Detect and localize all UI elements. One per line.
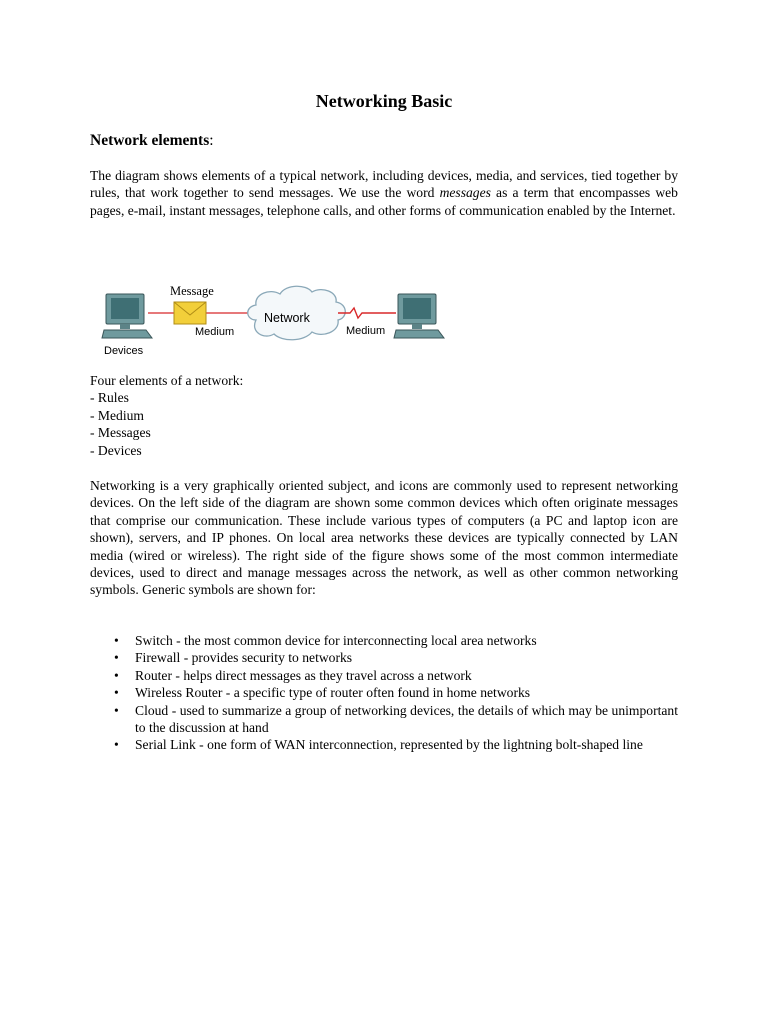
network-diagram [96, 280, 456, 362]
list-item-text: Switch - the most common device for interconnecting local area networks [135, 633, 537, 648]
network-label: Network [264, 311, 310, 325]
intro-emphasis: messages [439, 185, 491, 201]
body-paragraph: Networking is a very graphically oriented subject, and icons are commonly used to represent networking devices. On the left side of the diagram are shown some common devices which often originate messages that comprise our communication. These include various types of computers (a PC and laptop icon are shown), servers, and IP phones. On local area networks these devices are typically connected by LAN media (wired or wireless). The right side of the figure shows some of the most common intermediate devices, used to direct and manage messages across the network, as well as other common networking symbols. Generic symbols are shown for: [90, 478, 678, 598]
message-label: Message [170, 284, 214, 298]
list-item [90, 632, 678, 649]
medium-right-label: Medium [346, 325, 386, 337]
bullet-icon: • [114, 633, 119, 648]
intro-text-after: as a term that encompasses web pages, e-mail, instant messages, telephone calls, and other forms of communication enabled by the Internet. [90, 185, 678, 218]
element-item: - Rules [90, 390, 129, 406]
list-item [90, 684, 678, 701]
list-item [90, 649, 678, 666]
element-item: - Devices [90, 442, 142, 458]
message-envelope-icon [174, 302, 206, 324]
serial-link-line [338, 308, 396, 318]
intro-paragraph [90, 167, 678, 219]
four-elements-heading: Four elements of a network: [90, 373, 244, 388]
devices-label: Devices [104, 345, 144, 357]
bullet-icon: • [114, 685, 119, 701]
list-item-text: Serial Link - one form of WAN interconnection, represented by the lightning bolt-shaped line [135, 737, 643, 753]
list-item-text: Router - helps direct messages as they travel across a network [135, 667, 472, 683]
bullet-icon: • [114, 650, 119, 666]
section-heading-text: Network elements [90, 132, 210, 149]
intro-text-before: The diagram shows elements of a typical network, including devices, media, and services, tied together by rules, that work together to send messages. We use the word [90, 168, 678, 201]
bullet-icon: • [114, 702, 119, 718]
list-item-text: Firewall - provides security to networks [135, 650, 353, 666]
section-heading [90, 131, 214, 151]
section-heading-colon: : [209, 132, 214, 149]
bullet-icon: • [114, 737, 119, 753]
left-pc-icon [102, 294, 152, 338]
four-elements-list [90, 372, 243, 459]
list-item [90, 702, 678, 737]
list-item [90, 736, 678, 753]
page-title: Networking Basic [315, 91, 453, 111]
list-item-text: Cloud - used to summarize a group of networking devices, the details of which may be unimportant to the discussion at hand [135, 702, 678, 736]
element-item: - Messages [90, 425, 151, 441]
bullet-icon: • [114, 667, 119, 683]
list-item [90, 667, 678, 684]
symbols-list [90, 632, 678, 754]
medium-left-label: Medium [195, 326, 235, 338]
right-pc-icon [394, 294, 444, 338]
list-item-text: Wireless Router - a specific type of router often found in home networks [135, 685, 531, 701]
element-item: - Medium [90, 407, 144, 423]
